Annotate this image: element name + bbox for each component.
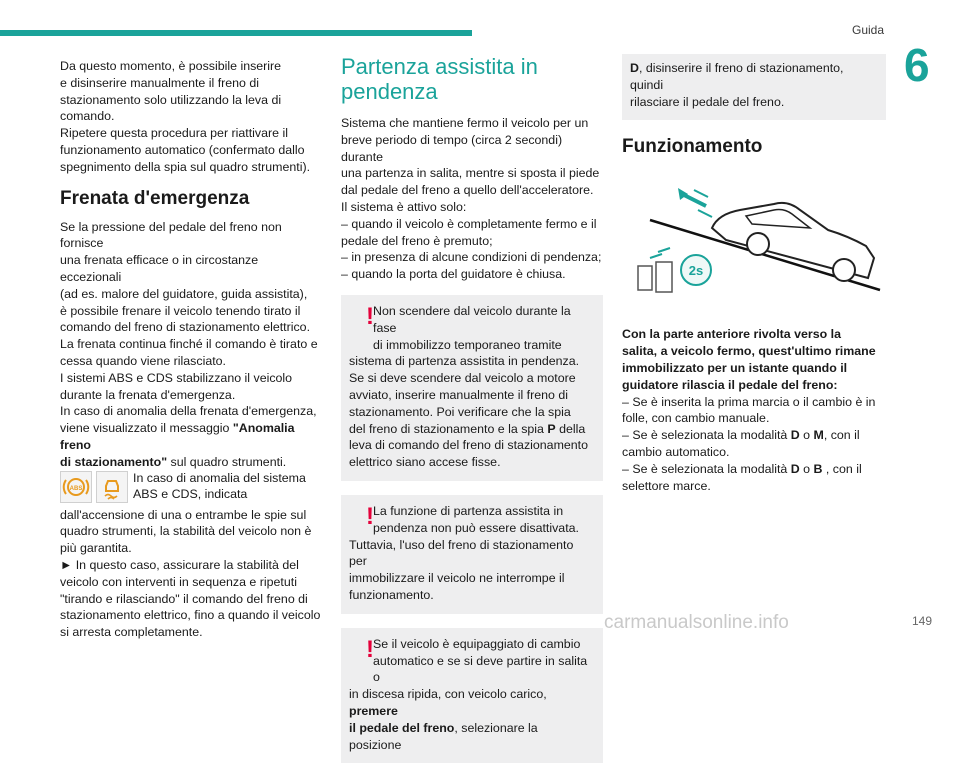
stability-control-icon xyxy=(96,471,128,503)
heading-operation: Funzionamento xyxy=(622,136,763,158)
timer-badge-label: 2s xyxy=(688,263,704,279)
column-left xyxy=(60,58,322,641)
watermark: carmanualsonline.info xyxy=(604,612,789,633)
hill-start-paragraph: Sistema che mantiene fermo il veicolo per un breve periodo di tempo (circa 2 secondi) durante una partenza in salita, mentre si sposta il piede dal pedale del freno a quello dell'acceleratore. Il sistema è attivo solo: – quando il veicolo è completamente fermo e il pedale del freno è premuto; – in presenza di alcune condizioni di pendenza; – quando la porta del guidatore è chiusa. xyxy=(341,116,602,282)
section-title: Guida xyxy=(852,23,885,37)
exclamation-icon: ! xyxy=(366,302,374,330)
warning-box: ! Se il veicolo è equipaggiato di cambio automatico e se si deve partire in salita o in discesa ripida, con veicolo carico, premere il pedale del freno, selezionare la posizione xyxy=(341,628,603,763)
intro-paragraph: Da questo momento, è possibile inserire e disinserire manualmente il freno di stazionamento solo utilizzando la leva di comando. Ripetere questa procedura per riattivare il funzionamento automatico (confermato dallo spegnimento della spia sul quadro strumenti). xyxy=(60,59,311,174)
warning-box: ! La funzione di partenza assistita in pendenza non può essere disattivata. Tuttavia, l'uso del freno di stazionamento per immobilizzare il veicolo ne interrompe il funzionamento. xyxy=(341,495,603,614)
chapter-number: 6 xyxy=(904,39,930,91)
column-right xyxy=(622,54,886,494)
warning-icons-row xyxy=(60,471,322,505)
abs-anomaly-paragraph: dall'accensione di una o entrambe le spie sul quadro strumenti, la stabilità del veicolo non è più garantita. ► In questo caso, assicurare la stabilità del veicolo con interventi in sequenza e ripetuti "tirando e rilasciando" il comando del freno di stazionamento elettrico, fino a quando il veicolo si arresta completamente. xyxy=(60,507,321,640)
hill-start-illustration xyxy=(622,166,886,314)
exclamation-icon: ! xyxy=(366,635,374,663)
exclamation-icon: ! xyxy=(366,502,374,530)
svg-text:ABS: ABS xyxy=(69,485,83,492)
emergency-paragraph: Se la pressione del pedale del freno non fornisce una frenata efficace o in circostanze eccezionali (ad es. malore del guidatore, guida assistita), è possibile frenare il veicolo tenendo tirato il comando del freno di stazionamento elettrico. La frenata continua finché il comando è tirato e cessa quando viene rilasciato. I sistemi ABS e CDS stabilizzano il veicolo durante la frenata d'emergenza. In caso di anomalia della frenata d'emergenza, viene visualizzato il messaggio "Anomalia freno di stazionamento" sul quadro strumenti. xyxy=(60,219,318,469)
icons-caption: In caso di anomalia del sistema ABS e CDS, indicata xyxy=(133,470,306,502)
header-accent-bar xyxy=(0,30,472,36)
warning-box: ! Non scendere dal veicolo durante la fase di immobilizzo temporaneo tramite sistema di partenza assistita in pendenza. Se si deve scendere dal veicolo a motore avviato, inserire manualmente il freno di stazionamento. Poi verificare che la spia del freno di stazionamento e la spia P della leva di comando del freno di stazionamento elettrico siano accese fisse. xyxy=(341,295,603,481)
column-middle xyxy=(341,54,603,763)
heading-hill-start-assist: Partenza assistita in pendenza xyxy=(341,54,538,104)
abs-warning-icon xyxy=(60,471,92,503)
message-text: "Anomalia freno xyxy=(60,421,295,452)
page-number: 149 xyxy=(912,614,933,628)
operation-paragraph: Con la parte anteriore rivolta verso la salita, a veicolo fermo, quest'ultimo rimane immobilizzato per un istante quando il guidatore rilascia il pedale del freno: – Se è inserita la prima marcia o il cambio è in folle, con cambio manuale. – Se è selezionata la modalità D o M, con il cambio automatico. – Se è selezionata la modalità D o B , con il selettore marce. xyxy=(622,327,876,493)
continued-warning-box: D, disinserire il freno di stazionamento, quindi rilasciare il pedale del freno. xyxy=(622,54,886,120)
heading-emergency-braking: Frenata d'emergenza xyxy=(60,187,250,209)
